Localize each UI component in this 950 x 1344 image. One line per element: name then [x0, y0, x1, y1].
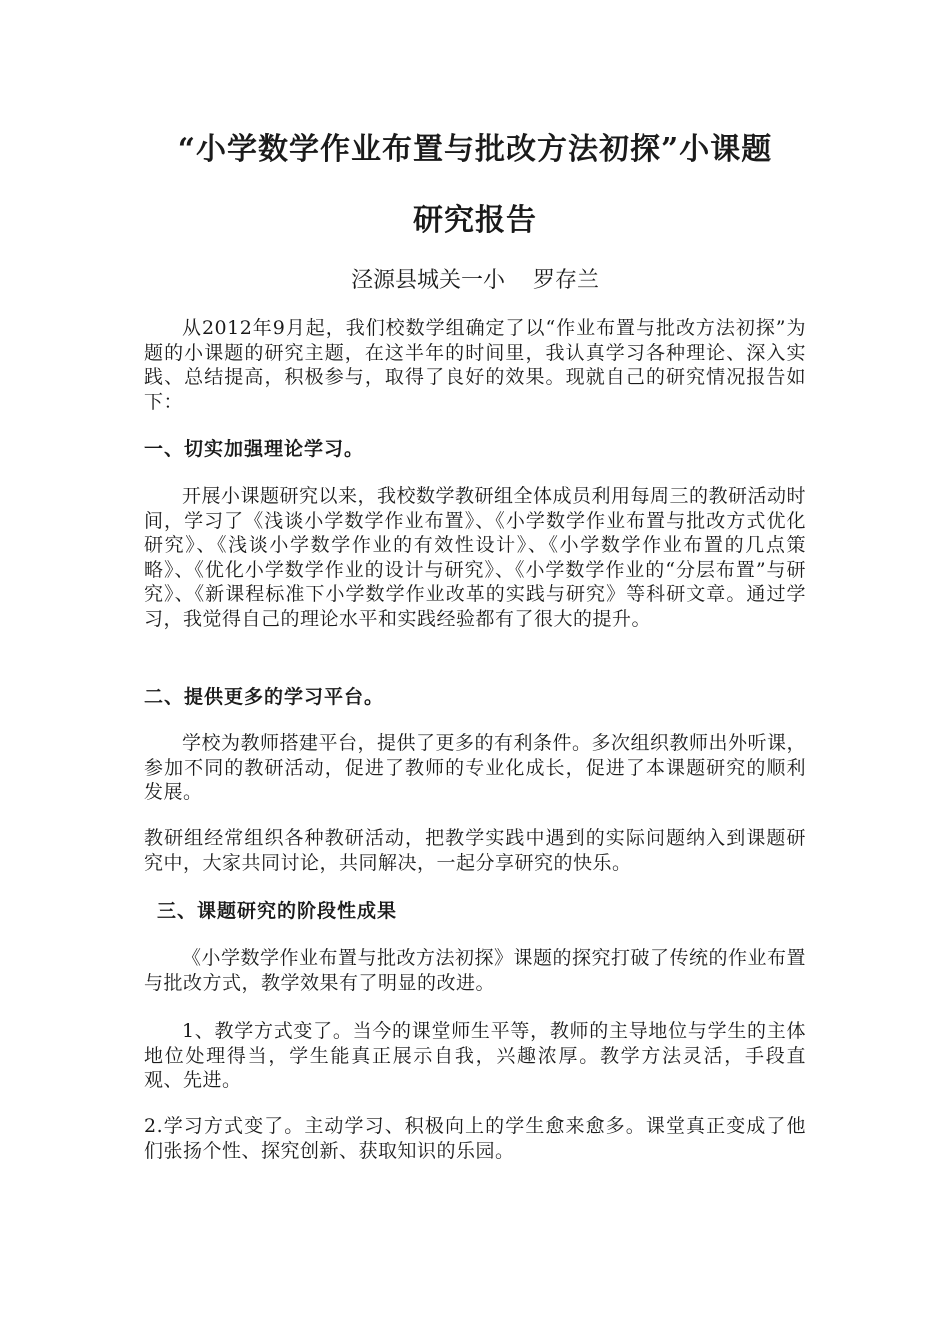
author-line: 泾源县城关一小 罗存兰: [351, 268, 599, 293]
section1-heading: 一、切实加强理论学习。: [144, 438, 365, 460]
section3-paragraph: 《小学数学作业布置与批改方法初探》课题的探究打破了传统的作业布置与批改方式，教学效果有了明显的改进。: [144, 947, 807, 994]
intro-paragraph: 从2012年9月起，我们校数学组确定了以“作业布置与批改方法初探”为题的小课题的研究主题，在这半年的时间里，我认真学习各种理论、深入实践、总结提高，积极参与，取得了良好的效果。现就自己的研究情况报告如下：: [144, 317, 806, 413]
section3-item1: 1、教学方式变了。当今的课堂师生平等，教师的主导地位与学生的主体地位处理得当，学生能真正展示自我，兴趣浓厚。教学方法灵活，手段直观、先进。: [144, 1020, 806, 1091]
section2-paragraph2: 教研组经常组织各种教研活动，把教学实践中遇到的实际问题纳入到课题研究中，大家共同讨论，共同解决，一起分享研究的快乐。: [144, 827, 806, 874]
section2-heading: 二、提供更多的学习平台。: [144, 686, 385, 708]
document-title-line1: “小学数学作业布置与批改方法初探”小课题: [177, 132, 773, 167]
section1-paragraph: 开展小课题研究以来，我校数学教研组全体成员利用每周三的教研活动时间，学习了《浅谈小学数学作业布置》、《小学数学作业布置与批改方式优化研究》、《浅谈小学数学作业的有效性设计》、《小学数学作业布置的几点策略》、《优化小学数学作业的设计与研究》、《小学数学作业的“分层布置”与研究》、《新课程标准下小学数学作业改革的实践与研究》等科研文章。通过学习，我觉得自己的理论水平和实践经验都有了很大的提升。: [144, 485, 807, 630]
section3-item2: 2.学习方式变了。主动学习、积极向上的学生愈来愈多。课堂真正变成了他们张扬个性、探究创新、获取知识的乐园。: [144, 1115, 806, 1162]
section2-paragraph1: 学校为教师搭建平台，提供了更多的有利条件。多次组织教师出外听课，参加不同的教研活动，促进了教师的专业化成长，促进了本课题研究的顺利发展。: [144, 732, 807, 803]
section3-heading: 三、课题研究的阶段性成果: [157, 900, 398, 922]
document-title-line2: 研究报告: [413, 203, 537, 238]
